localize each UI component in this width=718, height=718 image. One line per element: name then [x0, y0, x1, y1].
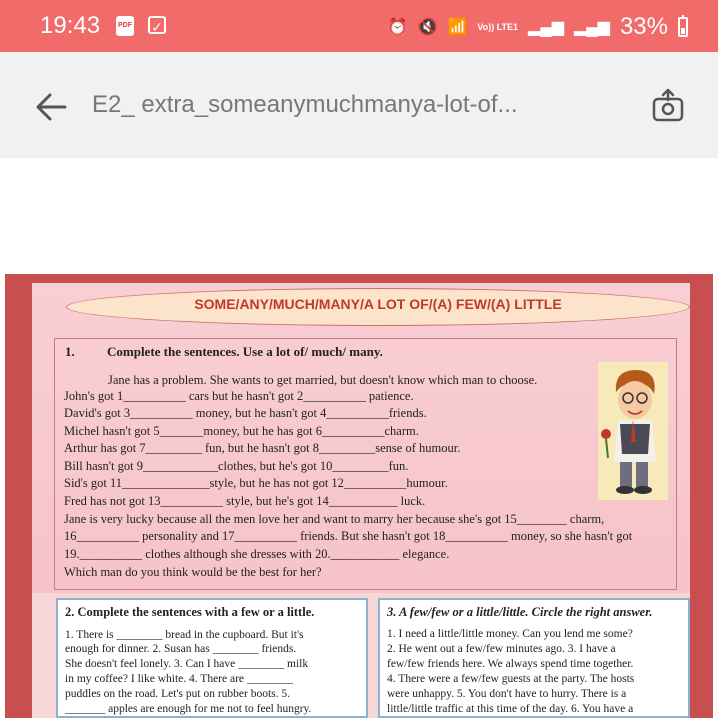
exercise-1-number: 1.	[65, 344, 75, 359]
lte-indicator: Vo)) LTE1	[477, 21, 519, 32]
status-time: 19:43	[40, 12, 101, 39]
exercise-3-line: 1. I need a little/little money. Can you lend me some?	[387, 628, 633, 640]
exercise-1-line: John's got 1__________ cars but he hasn't got 2__________ patience.	[64, 389, 414, 403]
exercise-1-line: Michel hasn't got 5_______money, but he has got 6__________charm.	[64, 424, 419, 438]
exercise-3-line: 2. He went out a few/few minutes ago. 3. I have a	[387, 643, 616, 655]
exercise-1-line: Which man do you think would be the best for her?	[64, 565, 322, 579]
exercise-1-line: 16__________ personality and 17__________ friends. But she hasn't got 18__________ money, so she hasn't got	[64, 529, 633, 543]
exercise-2-line: enough for dinner. 2. Susan has ________ friends.	[65, 643, 297, 655]
pdf-notification-icon: PDF	[116, 16, 134, 36]
exercise-1-line: David's got 3__________ money, but he hasn't got 4__________friends.	[64, 406, 427, 420]
exercise-3-title: 3. A few/few or a little/little. Circle the right answer.	[387, 605, 653, 619]
exercise-1-title: Complete the sentences. Use a lot of/ much/ many.	[107, 344, 383, 359]
exercise-1-intro: Jane has a problem. She wants to get married, but doesn't know which man to choose.	[108, 373, 538, 387]
cartoon-boy-illustration	[598, 362, 668, 500]
exercise-2-line: puddles on the road. Let's put on rubber boots. 5.	[65, 688, 291, 700]
exercise-2-line: _______ apples are enough for me not to feel hungry.	[65, 703, 312, 715]
exercise-1-line: Bill hasn't got 9____________clothes, but he's got 10_________fun.	[64, 459, 409, 473]
document-title: E2_ extra_someanymuchmanya-lot-of...	[92, 91, 518, 118]
share-icon[interactable]	[650, 88, 686, 124]
exercise-2-line: in my coffee? I like white. 4. There are ________	[65, 673, 293, 685]
exercise-2-line: She doesn't feel lonely. 3. Can I have ________ milk	[65, 658, 309, 670]
signal-icon-2: ▂▄▆	[574, 19, 610, 36]
exercise-3-line: were unhappy. 5. You don't have to hurry. There is a	[387, 688, 627, 700]
exercise-2-title: 2. Complete the sentences with a few or a little.	[65, 605, 315, 619]
exercise-1-line: 19.__________ clothes although she dresses with 20.___________ elegance.	[64, 547, 450, 561]
signal-icon: ▂▄▆	[528, 19, 564, 36]
status-icons	[388, 13, 688, 41]
exercise-1-line: Arthur has got 7_________ fun, but he hasn't got 8_________sense of humour.	[64, 441, 461, 455]
battery-icon	[678, 17, 688, 37]
alarm-icon: ⏰	[387, 19, 408, 36]
exercise-3-line: few/few friends here. We always spend time together.	[387, 658, 634, 670]
worksheet-heading: SOME/ANY/MUCH/MANY/A LOT OF/(A) FEW/(A) LITTLE	[194, 296, 562, 312]
exercise-3-line: little/little traffic at this time of the day. 6. You have a	[387, 703, 634, 715]
checkbox-notification-icon: ✓	[148, 16, 166, 34]
back-arrow-icon[interactable]	[34, 90, 68, 124]
mute-icon: 🔇	[417, 19, 438, 36]
exercise-1-line: Sid's got 11______________style, but he has not got 12__________humour.	[64, 476, 448, 490]
exercise-1-line: Fred has not got 13__________ style, but he's got 14___________ luck.	[64, 494, 426, 508]
wifi-icon: 📶	[447, 19, 468, 36]
exercise-3-line: 4. There were a few/few guests at the party. The hosts	[387, 673, 635, 685]
status-bar	[0, 0, 718, 52]
exercise-1-line: Jane is very lucky because all the men love her and want to marry her because she's got 15________ charm,	[64, 512, 605, 526]
battery-percent: 33%	[619, 13, 668, 40]
exercise-2-line: 1. There is ________ bread in the cupboard. But it's	[65, 629, 304, 641]
